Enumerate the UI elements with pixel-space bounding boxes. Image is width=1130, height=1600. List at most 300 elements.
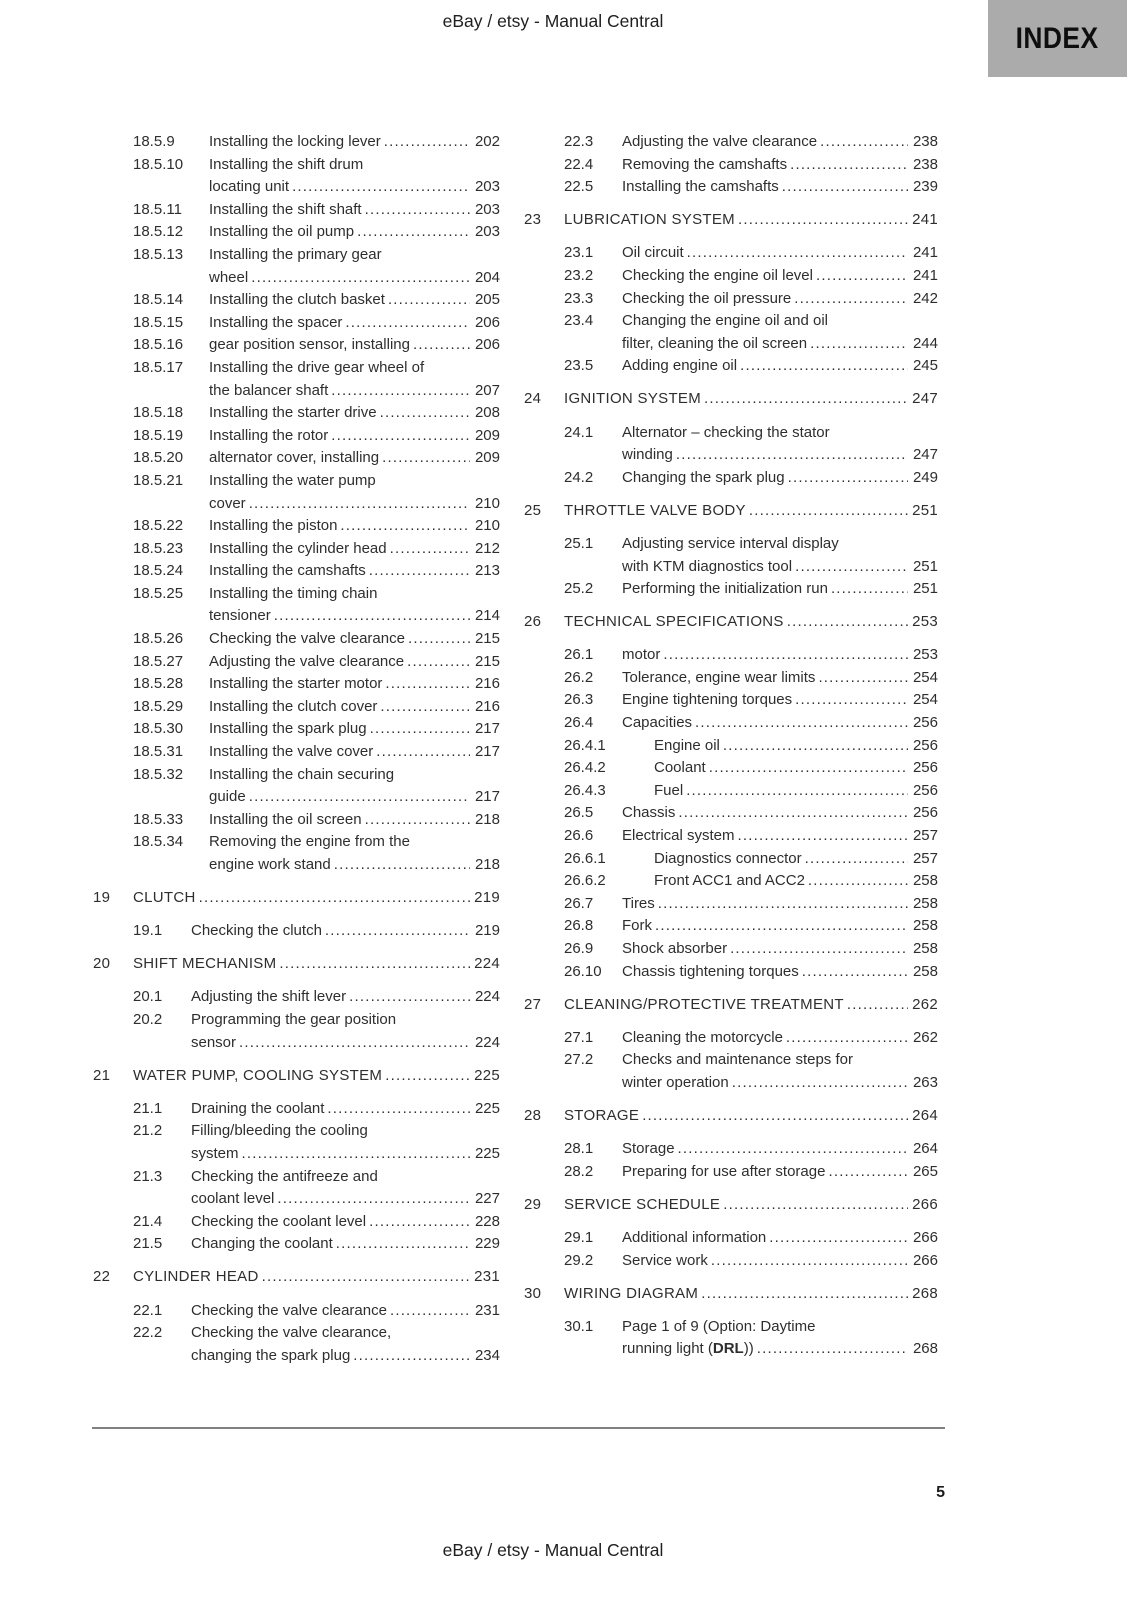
dot-leader [794,288,908,311]
dot-leader [331,425,470,448]
dot-leader [365,199,470,222]
toc-entry-title: Installing the clutch cover [209,697,378,715]
toc-entry-number: 27.1 [564,1028,594,1046]
dot-leader [711,1250,908,1273]
toc-entry-row [93,312,500,335]
dot-leader [769,1227,908,1250]
toc-entry-row [93,515,500,538]
toc-entry-number: 19.1 [133,922,163,940]
toc-entry-page: 254 [912,691,938,709]
dot-leader [655,915,908,938]
toc-entry-page: 217 [474,720,500,738]
dot-leader [369,1211,470,1234]
toc-entry-number: 18.5.19 [133,426,184,444]
dot-leader [795,556,908,579]
toc-entry-row [93,199,500,222]
toc-entry-title: winding [622,446,673,464]
dot-leader [249,493,470,516]
dot-leader [385,673,470,696]
dot-leader [274,605,470,628]
toc-entry-number: 29 [524,1195,542,1213]
toc-entry-title: Shock absorber [622,940,728,957]
toc-entry-page: 225 [474,1066,500,1084]
toc-entry-page: 266 [912,1251,938,1269]
toc-entry-row [93,470,500,515]
toc-entry-page: 207 [474,381,500,399]
toc-chapter-row [524,611,938,634]
toc-entry-row [93,986,500,1009]
toc-chapter-row [524,1194,938,1217]
dot-leader [279,953,470,976]
dot-leader [334,854,470,877]
dot-leader [790,154,908,177]
toc-entry-number: 18.5.30 [133,720,184,738]
toc-entry-row [524,757,938,780]
toc-entry-title: LUBRICATION SYSTEM [564,211,735,229]
toc-entry-number: 26.1 [564,646,594,664]
toc-entry-page: 244 [912,334,938,352]
toc-entry-number: 29.1 [564,1228,594,1246]
toc-entry-title-segment: running light ( [622,1340,713,1358]
toc-entry-title: Installing the rotor [209,426,329,444]
toc-entry-title: Checking the oil pressure [622,289,792,307]
dot-leader [658,893,908,916]
toc-entry-title: Programming the gear position [191,1010,397,1028]
toc-entry-number: 23.1 [564,244,594,262]
toc-entry-number: 21 [93,1066,111,1084]
toc-entry-title: filter, cleaning the oil screen [622,334,808,352]
toc-entry-title: SHIFT MECHANISM [133,955,277,973]
toc-entry-title: Installing the locking lever [209,133,381,150]
toc-entry-page: 216 [474,675,500,693]
toc-entry-row [524,578,938,601]
toc-entry-number: 22.4 [564,155,594,173]
toc-entry-page: 254 [912,668,938,686]
toc-entry-row [524,1316,938,1361]
toc-entry-number: 20.2 [133,1010,163,1028]
toc-entry-row [524,870,938,893]
toc-entry-page: 258 [912,894,938,912]
toc-entry-number: 26 [524,613,542,631]
toc-entry-number: 18.5.15 [133,313,184,331]
toc-entry-row [524,689,938,712]
dot-leader [818,667,908,690]
toc-entry-title: Oil circuit [622,244,684,262]
dot-leader [385,1065,470,1088]
dot-leader [786,1027,908,1050]
toc-entry-page: 251 [912,501,938,519]
toc-entry-title: Service work [622,1251,708,1269]
toc-entry-number: 26.7 [564,894,594,912]
toc-entry-number: 26.6 [564,827,594,845]
toc-entry-row [524,1138,938,1161]
toc-entry-title: cover [209,494,246,512]
toc-entry-page: 206 [474,336,500,354]
dot-leader [704,388,908,411]
toc-entry-page: 229 [474,1235,500,1253]
toc-entry-page: 268 [912,1284,938,1302]
toc-entry-number: 23.5 [564,357,594,375]
toc-entry-number: 27 [524,995,542,1013]
toc-entry-page: 203 [474,223,500,241]
dot-leader [816,265,908,288]
toc-entry-row [524,1250,938,1273]
toc-entry-row [524,938,938,961]
toc-entry-title: system [191,1144,239,1162]
toc-entry-row [93,1166,500,1211]
toc-entry-page: 266 [912,1228,938,1246]
toc-entry-row [93,447,500,470]
toc-entry-row [93,1098,500,1121]
toc-entry-page: 205 [474,291,500,309]
toc-chapter-row [524,209,938,232]
toc-entry-number: 18.5.27 [133,652,184,670]
toc-entry-row [524,961,938,984]
dot-leader [810,333,908,356]
toc-entry-title: Removing the camshafts [622,155,788,173]
toc-entry-number: 20 [93,955,111,973]
toc-entry-title: Installing the spacer [209,313,343,331]
dot-leader [349,986,470,1009]
toc-entry-number: 26.4.3 [564,781,606,799]
page-number: 5 [936,1484,945,1501]
toc-entry-title: with KTM diagnostics tool [622,557,793,575]
toc-entry-title: Installing the camshafts [622,178,779,196]
dot-leader [709,757,908,780]
toc-entry-title: Installing the chain securing [209,765,395,783]
toc-entry-page: 241 [912,266,938,284]
dot-leader [730,938,908,961]
toc-entry-page: 256 [912,781,938,799]
toc-entry-row [524,355,938,378]
toc-entry-row [524,735,938,758]
toc-entry-row [93,289,500,312]
toc-entry-title: CLEANING/PROTECTIVE TREATMENT [564,995,844,1013]
toc-entry-title [622,1338,754,1361]
toc-entry-row [524,154,938,177]
toc-entry-title: Installing the piston [209,517,338,535]
toc-entry-row [93,920,500,943]
toc-entry-title: TECHNICAL SPECIFICATIONS [564,613,784,631]
toc-entry-number: 21.2 [133,1122,163,1140]
toc-entry-row [524,131,938,154]
toc-entry-title: Adjusting the valve clearance [209,652,405,670]
toc-entry-page: 258 [912,940,938,957]
toc-entry-number: 25.2 [564,580,594,598]
toc-entry-number: 30 [524,1284,542,1302]
toc-entry-number: 21.3 [133,1167,163,1185]
toc-entry-title: Installing the oil screen [209,810,362,828]
toc-column-right [524,131,938,1361]
toc-entry-page: 208 [474,404,500,422]
dot-leader [740,355,908,378]
toc-entry-page: 241 [912,244,938,262]
toc-entry-number: 24.1 [564,423,594,441]
dot-leader [749,500,908,523]
toc-entry-title: Installing the starter drive [209,404,377,422]
dot-leader [380,402,470,425]
toc-entry-page: 266 [912,1195,938,1213]
toc-entry-row [524,1227,938,1250]
toc-entry-page: 264 [912,1107,938,1125]
toc-entry-number: 20.1 [133,988,163,1006]
toc-entry-title: coolant level [191,1190,275,1208]
toc-entry-row [93,425,500,448]
toc-entry-page: 256 [912,804,938,822]
toc-entry-row [524,825,938,848]
toc-entry-number: 18.5.10 [133,155,184,173]
toc-chapter-row [524,1283,938,1306]
toc-entry-title: Electrical system [622,827,735,845]
toc-entry-number: 18.5.31 [133,743,184,761]
toc-entry-page: 214 [474,607,500,625]
toc-entry-number: 26.4.2 [564,759,606,777]
toc-entry-title: WIRING DIAGRAM [564,1284,699,1302]
toc-entry-number: 21.4 [133,1212,163,1230]
toc-entry-row [524,1049,938,1094]
dot-leader [686,780,908,803]
dot-leader [847,994,908,1017]
toc-entry-number: 18.5.28 [133,675,184,693]
toc-entry-number: 18.5.33 [133,810,184,828]
toc-entry-row [524,802,938,825]
dot-leader [802,961,908,984]
toc-entry-number: 28.1 [564,1140,594,1158]
toc-entry-row [93,334,500,357]
toc-entry-row [93,718,500,741]
toc-entry-title: Front ACC1 and ACC2 [654,872,805,890]
toc-entry-number: 22.1 [133,1301,163,1319]
toc-entry-title: Installing the water pump [209,471,376,489]
toc-entry-page: 258 [912,917,938,935]
toc-entry-title: Storage [622,1140,675,1158]
toc-entry-page: 257 [912,849,938,867]
toc-entry-title: Coolant [654,759,706,777]
toc-entry-title: Installing the oil pump [209,223,355,241]
toc-entry-page: 218 [474,810,500,828]
dot-leader [331,380,470,403]
toc-entry-page: 242 [912,289,938,307]
toc-entry-row [93,1009,500,1054]
dot-leader [262,1266,470,1289]
dot-leader [678,802,908,825]
toc-entry-number: 22.2 [133,1324,163,1342]
toc-entry-title: Installing the valve cover [209,743,374,761]
toc-entry-title: Installing the spark plug [209,720,367,738]
toc-entry-title: Adjusting service interval display [622,534,839,552]
toc-entry-title: CLUTCH [133,889,196,907]
toc-entry-title: Changing the coolant [191,1235,333,1253]
toc-entry-row [93,1211,500,1234]
toc-entry-row [93,1120,500,1165]
toc-entry-title: IGNITION SYSTEM [564,390,702,408]
toc-entry-row [524,644,938,667]
toc-entry-number: 25.1 [564,534,594,552]
toc-entry-page: 206 [474,313,500,331]
toc-entry-page: 253 [912,613,938,631]
dot-leader [242,1143,470,1166]
toc-entry-page: 202 [474,133,500,150]
toc-entry-number: 23.2 [564,266,594,284]
toc-entry-title: changing the spark plug [191,1346,351,1364]
page-header-title: eBay / etsy - Manual Central [442,11,664,31]
toc-entry-number: 18.5.12 [133,223,184,241]
toc-entry-number: 26.4.1 [564,736,606,754]
toc-entry-title: Installing the shift shaft [209,200,362,218]
toc-entry-page: 213 [474,562,500,580]
toc-entry-number: 26.8 [564,917,594,935]
dot-leader [695,712,908,735]
dot-leader [369,560,470,583]
toc-entry-page: 256 [912,714,938,732]
toc-entry-title: Preparing for use after storage [622,1162,826,1180]
toc-entry-row [524,310,938,355]
toc-entry-page: 257 [912,827,938,845]
toc-entry-page: 265 [912,1162,938,1180]
toc-entry-title: Removing the engine from the [209,833,410,851]
toc-entry-page: 219 [474,889,500,907]
dot-leader [678,1138,908,1161]
toc-entry-title: Changing the spark plug [622,468,785,486]
dot-leader [413,334,470,357]
toc-entry-page: 209 [474,426,500,444]
toc-entry-title: Adjusting the shift lever [191,988,347,1006]
toc-entry-page: 210 [474,494,500,512]
toc-entry-title: Additional information [622,1228,767,1246]
toc-entry-row [93,696,500,719]
toc-entry-row [93,809,500,832]
toc-entry-page: 251 [912,557,938,575]
toc-entry-page: 263 [912,1073,938,1091]
toc-entry-title: Checking the engine oil level [622,266,813,284]
toc-entry-row [524,780,938,803]
toc-entry-number: 18.5.21 [133,471,184,489]
dot-leader [757,1338,908,1361]
toc-entry-row [93,1322,500,1367]
toc-entry-number: 26.10 [564,962,602,980]
toc-entry-page: 228 [474,1212,500,1230]
toc-entry-number: 26.5 [564,804,594,822]
toc-entry-page: 249 [912,468,938,486]
toc-entry-number: 30.1 [564,1317,594,1335]
toc-entry-title-segment: DRL [712,1340,744,1358]
toc-entry-title: STORAGE [564,1107,640,1125]
toc-entry-number: 18.5.17 [133,358,184,376]
dot-leader [828,1161,908,1184]
toc-entry-number: 18.5.24 [133,562,184,580]
toc-entry-page: 262 [912,995,938,1013]
toc-entry-title: Page 1 of 9 (Option: Daytime [622,1317,816,1335]
toc-entry-page: 239 [912,178,938,196]
dot-leader [820,131,908,154]
dot-leader [738,825,908,848]
toc-entry-page: 256 [912,736,938,754]
toc-entry-page: 238 [912,133,938,150]
toc-chapter-row [524,388,938,411]
toc-entry-row [93,1300,500,1323]
toc-entry-number: 18.5.18 [133,404,184,422]
toc-entry-title: Cleaning the motorcycle [622,1028,783,1046]
dot-leader [336,1233,470,1256]
toc-entry-title: Checking the valve clearance [191,1301,387,1319]
toc-entry-title: sensor [191,1033,237,1051]
toc-entry-page: 268 [912,1340,938,1358]
toc-chapter-row [93,953,500,976]
toc-entry-title: winter operation [622,1073,729,1091]
toc-entry-title: Changing the engine oil and oil [622,312,828,330]
toc-entry-page: 256 [912,759,938,777]
toc-entry-row [524,893,938,916]
toc-entry-title: Checking the valve clearance, [191,1324,392,1342]
toc-entry-number: 21.5 [133,1235,163,1253]
dot-leader [831,578,908,601]
toc-entry-title: Installing the drive gear wheel of [209,358,425,376]
toc-chapter-row [93,887,500,910]
toc-entry-page: 216 [474,697,500,715]
toc-entry-row [93,764,500,809]
toc-entry-row [93,221,500,244]
dot-leader [384,131,470,154]
toc-entry-row [93,831,500,876]
toc-entry-row [524,288,938,311]
toc-entry-number: 23.4 [564,312,594,330]
dot-leader [701,1283,908,1306]
toc-entry-page: 264 [912,1140,938,1158]
toc-entry-page: 262 [912,1028,938,1046]
toc-entry-title: Capacities [622,714,693,732]
dot-leader [738,209,908,232]
dot-leader [805,848,908,871]
toc-entry-number: 18.5.11 [133,200,182,218]
toc-entry-row [524,712,938,735]
toc-chapter-row [93,1266,500,1289]
toc-entry-row [524,1161,938,1184]
toc-entry-number: 26.4 [564,714,594,732]
toc-entry-row [524,667,938,690]
dot-leader [732,1072,908,1095]
toc-entry-title: Diagnostics connector [654,849,802,867]
toc-entry-row [93,673,500,696]
toc-entry-number: 21.1 [133,1099,163,1117]
toc-entry-row [524,467,938,490]
toc-entry-number: 24 [524,390,542,408]
toc-entry-page: 204 [474,268,500,286]
toc-entry-number: 18.5.14 [133,291,184,309]
toc-entry-page: 210 [474,517,500,535]
toc-entry-title: Installing the camshafts [209,562,366,580]
toc-entry-number: 23 [524,211,542,229]
toc-chapter-row [524,994,938,1017]
toc-entry-number: 26.6.1 [564,849,606,867]
toc-entry-number: 18.5.32 [133,765,184,783]
toc-entry-row [93,560,500,583]
toc-entry-title: Fuel [654,781,684,799]
toc-entry-page: 203 [474,178,500,196]
dot-leader [382,447,470,470]
toc-entry-number: 26.9 [564,940,594,957]
toc-entry-title: tensioner [209,607,271,625]
toc-entry-title: engine work stand [209,856,331,873]
toc-entry-row [524,915,938,938]
toc-entry-row [93,402,500,425]
dot-leader [370,718,470,741]
toc-entry-row [93,538,500,561]
toc-entry-page: 258 [912,962,938,980]
toc-entry-page: 234 [474,1346,500,1364]
dot-leader [251,267,470,290]
toc-entry-page: 217 [474,788,500,806]
toc-entry-title: Adjusting the valve clearance [622,133,818,150]
